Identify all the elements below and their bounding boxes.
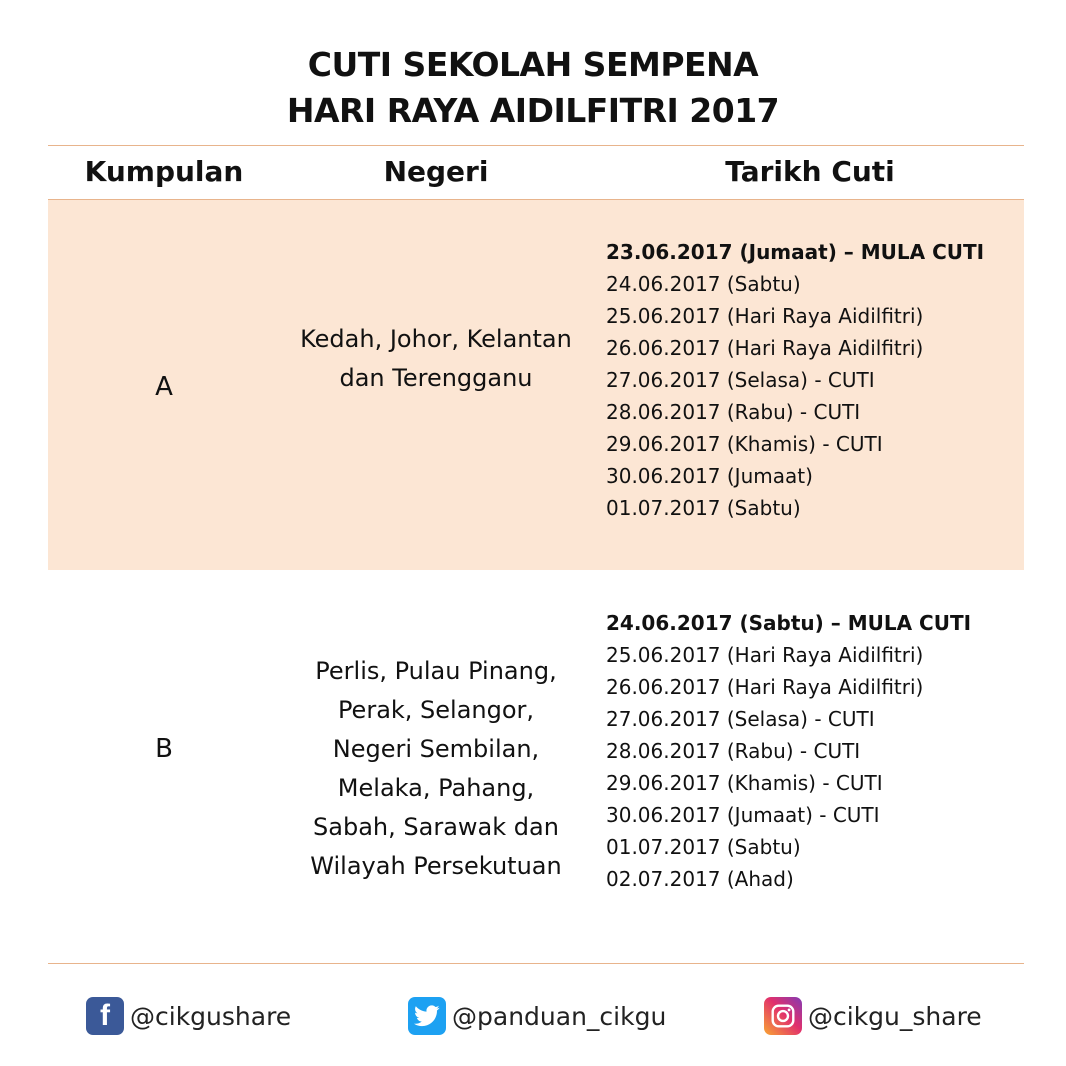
row-a-negeri [280, 320, 592, 398]
twitter-handle[interactable] [408, 995, 666, 1037]
header-negeri: Negeri [383, 155, 489, 188]
bottom-divider [48, 963, 1024, 964]
negeri-line: Sabah, Sarawak dan [313, 813, 559, 841]
twitter-icon [408, 997, 446, 1035]
negeri-line: Kedah, Johor, Kelantan [300, 325, 572, 353]
date-line: 30.06.2017 (Jumaat) [606, 464, 813, 488]
instagram-camera-icon [770, 1003, 796, 1029]
negeri-line: Negeri Sembilan, [332, 735, 540, 763]
negeri-line: Melaka, Pahang, [337, 774, 535, 802]
top-divider [48, 145, 1024, 146]
date-line: 23.06.2017 (Jumaat) – MULA CUTI [606, 240, 985, 264]
date-line: 26.06.2017 (Hari Raya Aidilfitri) [606, 336, 924, 360]
facebook-handle-text: @cikgushare [130, 1001, 292, 1031]
row-b-dates [606, 607, 971, 895]
header-tarikh: Tarikh Cuti [725, 155, 895, 188]
date-line: 02.07.2017 (Ahad) [606, 867, 794, 891]
title-line-2: HARI RAYA AIDILFITRI 2017 [286, 91, 780, 130]
negeri-line: dan Terengganu [339, 364, 533, 392]
negeri-line: Wilayah Persekutuan [310, 852, 562, 880]
date-line: 25.06.2017 (Hari Raya Aidilfitri) [606, 304, 924, 328]
facebook-icon: f [86, 997, 124, 1035]
date-line: 28.06.2017 (Rabu) - CUTI [606, 400, 861, 424]
date-line: 24.06.2017 (Sabtu) – MULA CUTI [606, 611, 972, 635]
instagram-handle[interactable] [764, 995, 982, 1037]
date-line: 29.06.2017 (Khamis) - CUTI [606, 432, 883, 456]
row-a-dates [606, 236, 984, 524]
date-line: 30.06.2017 (Jumaat) - CUTI [606, 803, 880, 827]
date-line: 24.06.2017 (Sabtu) [606, 272, 801, 296]
instagram-handle-text: @cikgu_share [808, 1001, 982, 1031]
date-line: 28.06.2017 (Rabu) - CUTI [606, 739, 861, 763]
instagram-icon [764, 997, 802, 1035]
date-line: 01.07.2017 (Sabtu) [606, 835, 801, 859]
date-line: 26.06.2017 (Hari Raya Aidilfitri) [606, 675, 924, 699]
date-line: 27.06.2017 (Selasa) - CUTI [606, 707, 875, 731]
date-line: 25.06.2017 (Hari Raya Aidilfitri) [606, 643, 924, 667]
title-line-1: CUTI SEKOLAH SEMPENA [307, 45, 759, 84]
date-line: 01.07.2017 (Sabtu) [606, 496, 801, 520]
date-line: 27.06.2017 (Selasa) - CUTI [606, 368, 875, 392]
twitter-bird-icon [414, 1005, 440, 1027]
twitter-handle-text: @panduan_cikgu [452, 1001, 667, 1031]
header-kumpulan: Kumpulan [84, 155, 244, 188]
negeri-line: Perak, Selangor, [337, 696, 535, 724]
group-a-label: A [155, 372, 173, 402]
facebook-handle[interactable] [86, 995, 291, 1037]
group-b-label: B [155, 734, 173, 764]
page-title [0, 42, 1066, 134]
row-b-negeri [280, 652, 592, 886]
date-line: 29.06.2017 (Khamis) - CUTI [606, 771, 883, 795]
negeri-line: Perlis, Pulau Pinang, [315, 657, 557, 685]
